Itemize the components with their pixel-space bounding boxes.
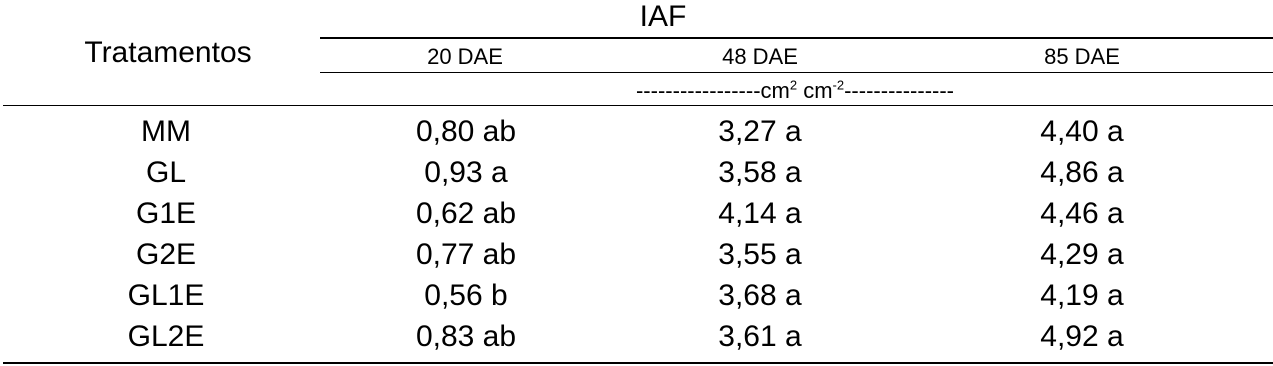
value-cell-85-dae: 4,86 a: [1040, 156, 1124, 189]
value-cell-20-dae: 0,62 ab: [415, 197, 517, 230]
value-cell-20-dae: 0,77 ab: [415, 238, 517, 271]
value-cell-48-dae: 3,55 a: [718, 238, 802, 271]
unit-base-2: cm: [797, 78, 833, 103]
unit-exponent-2: -2: [832, 77, 845, 93]
column-header-85-dae: 85 DAE: [1044, 44, 1120, 69]
row-header: Tratamentos: [84, 36, 252, 69]
treatment-cell: G2E: [135, 238, 197, 271]
header-rule-middle: [320, 72, 1273, 73]
value-cell-20-dae: 0,80 ab: [415, 115, 517, 148]
value-cell-48-dae: 3,27 a: [718, 115, 802, 148]
treatment-cell: GL: [145, 156, 187, 189]
value-cell-85-dae: 4,92 a: [1040, 320, 1124, 353]
header-rule-top: [320, 37, 1273, 39]
unit-exponent-1: 2: [789, 77, 798, 93]
treatment-cell: GL1E: [127, 279, 205, 312]
value-cell-48-dae: 3,68 a: [718, 279, 802, 312]
value-cell-85-dae: 4,19 a: [1040, 279, 1124, 312]
value-cell-85-dae: 4,29 a: [1040, 238, 1124, 271]
header-rule-bottom: [3, 105, 1273, 106]
value-cell-20-dae: 0,56 b: [424, 279, 508, 312]
value-cell-20-dae: 0,83 ab: [415, 320, 517, 353]
value-cell-20-dae: 0,93 a: [424, 156, 508, 189]
value-cell-85-dae: 4,40 a: [1040, 115, 1124, 148]
table-bottom-rule: [3, 362, 1273, 364]
value-cell-85-dae: 4,46 a: [1040, 197, 1124, 230]
unit-dashes-right: ---------------: [844, 78, 955, 103]
unit-base-1: cm: [760, 78, 790, 103]
column-header-20-dae: 20 DAE: [427, 44, 503, 69]
treatment-cell: GL2E: [127, 320, 205, 353]
unit-dashes-left: -----------------: [635, 78, 761, 103]
treatment-cell: G1E: [135, 197, 197, 230]
group-header: IAF: [639, 0, 687, 33]
value-cell-48-dae: 3,61 a: [718, 320, 802, 353]
value-cell-48-dae: 4,14 a: [718, 197, 802, 230]
value-cell-48-dae: 3,58 a: [718, 156, 802, 189]
unit-label: [635, 77, 955, 103]
column-header-48-dae: 48 DAE: [722, 44, 798, 69]
treatment-cell: MM: [141, 115, 191, 148]
